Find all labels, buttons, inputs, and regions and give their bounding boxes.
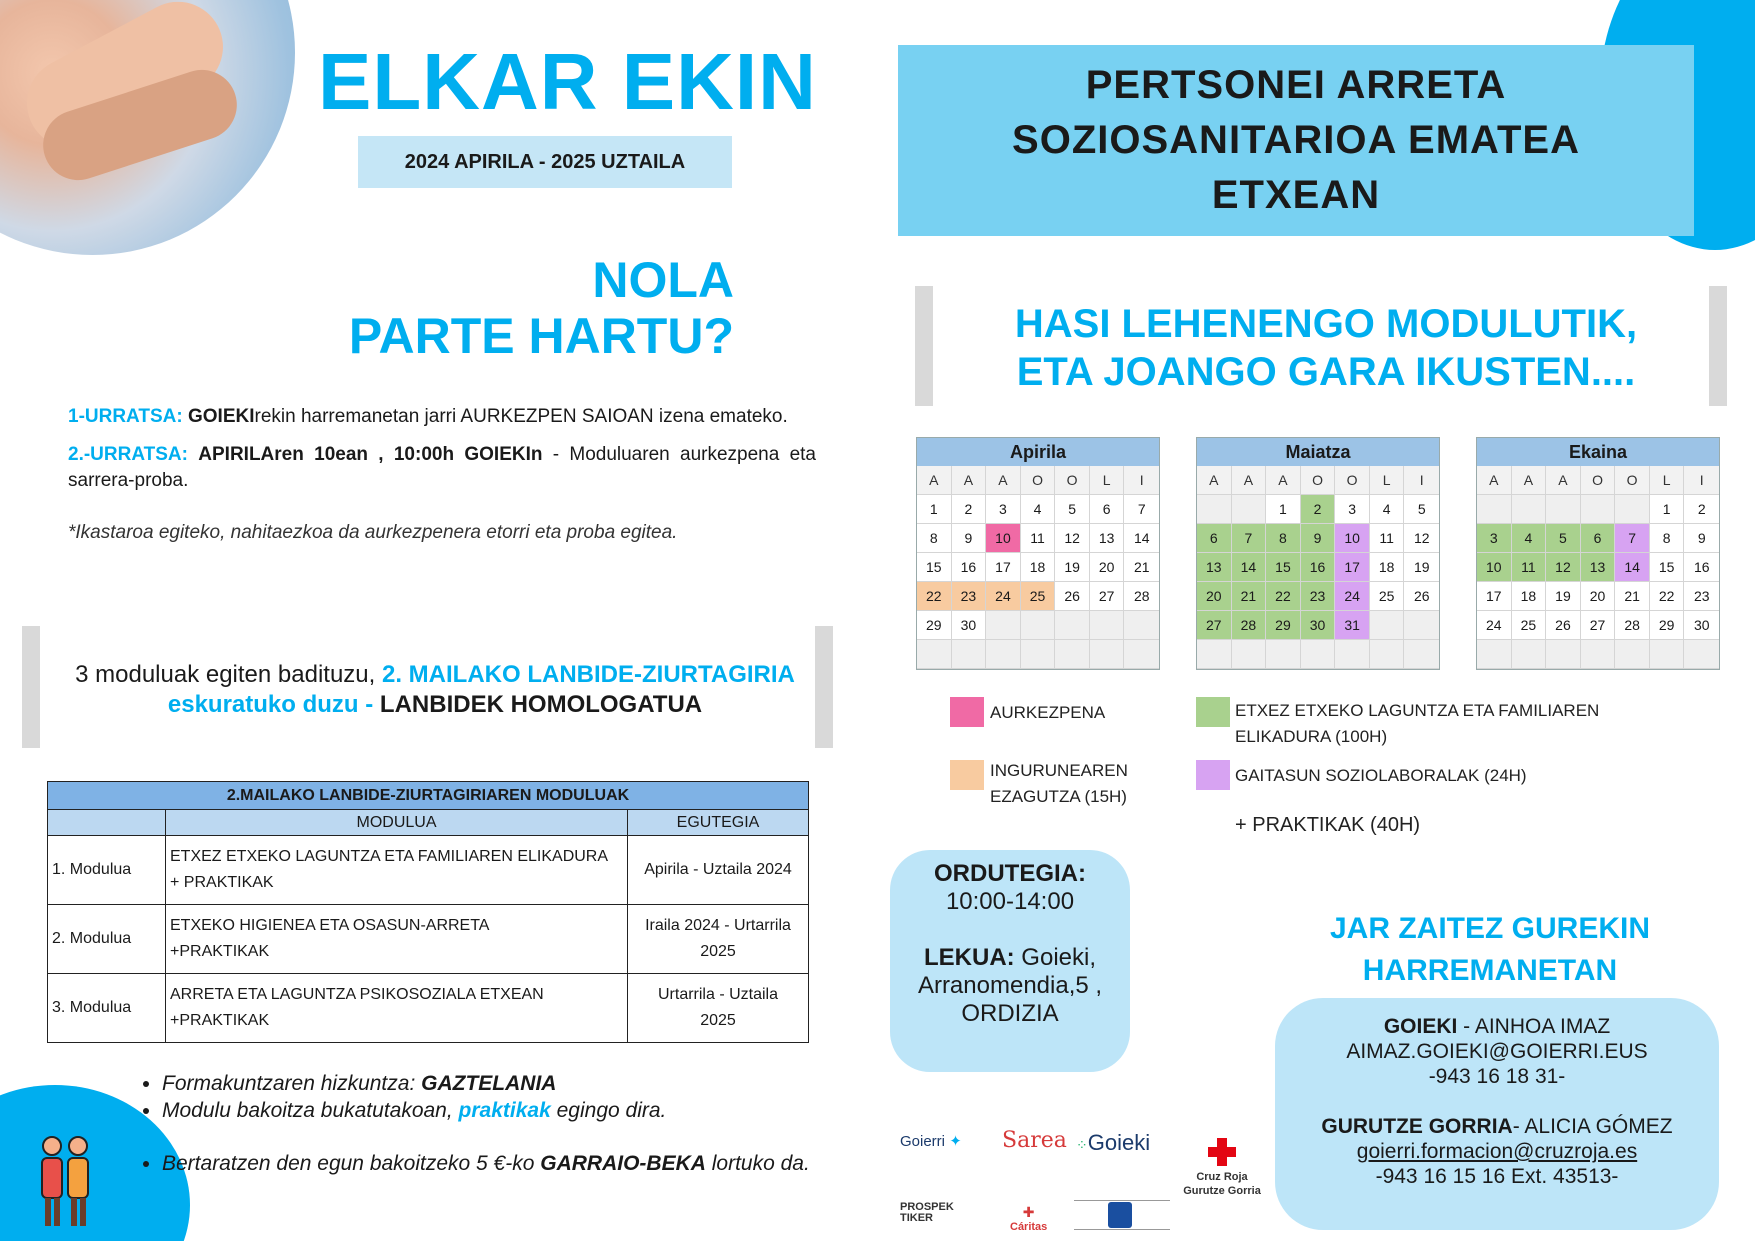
legend-swatch-environment [950, 760, 984, 790]
calendar-day: 10 [1335, 524, 1370, 553]
calendar-day: 22 [917, 582, 952, 611]
calendar-day [1232, 495, 1267, 524]
calendar-day: 5 [1546, 524, 1581, 553]
calendar-day: 23 [952, 582, 987, 611]
calendar-day: 8 [1266, 524, 1301, 553]
calendar-weekday-row [1477, 466, 1719, 495]
calendar-day: 17 [986, 553, 1021, 582]
calendar-maiatza [1196, 437, 1440, 670]
calendar-day: 3 [1477, 524, 1512, 553]
calendar-day: 5 [1404, 495, 1439, 524]
bullet-transport: • Bertaratzen den egun bakoitzeko 5 €-ko GARRAIO-BEKA lortuko da. [162, 1150, 832, 1177]
calendar-day: 27 [1581, 611, 1616, 640]
date-badge: 2024 APIRILA - 2025 UZTAILA [358, 136, 732, 188]
calendar-day: 16 [1684, 553, 1719, 582]
calendar-day: 11 [1512, 553, 1547, 582]
calendar-day: 24 [1477, 611, 1512, 640]
hands-photo [0, 0, 295, 255]
calendar-day [1335, 640, 1370, 669]
calendar-day [1370, 640, 1405, 669]
calendar-day: 18 [1370, 553, 1405, 582]
calendar-week-row [1197, 640, 1439, 669]
calendar-day: 18 [1021, 553, 1056, 582]
weekday-label: O [1581, 466, 1616, 495]
info-bullets [162, 1070, 832, 1177]
calendar-day [1124, 611, 1159, 640]
place-line1: LEKUA: Goieki, [923, 944, 1097, 971]
calendar-day: 19 [1404, 553, 1439, 582]
calendar-day: 15 [1650, 553, 1685, 582]
weekday-label: O [1615, 466, 1650, 495]
step-2: 2.-URRATSA: APIRILAren 10ean , 10:00h GOIEKIn - Moduluaren aurkezpena eta sarrera-proba. [68, 444, 816, 491]
calendar-day: 29 [1266, 611, 1301, 640]
calendar-day: 6 [1581, 524, 1616, 553]
weekday-label: O [1021, 466, 1056, 495]
steps-section [68, 404, 816, 558]
weekday-label: A [986, 466, 1021, 495]
weekday-label: A [1197, 466, 1232, 495]
calendar-day: 28 [1232, 611, 1267, 640]
weekday-label: I [1404, 466, 1439, 495]
calendar-day: 25 [1512, 611, 1547, 640]
legend-presentation: AURKEZPENA [990, 703, 1106, 722]
calendar-day: 9 [1684, 524, 1719, 553]
calendar-day: 8 [1650, 524, 1685, 553]
calendar-day: 16 [1301, 553, 1336, 582]
calendar-day [1546, 640, 1581, 669]
calendar-week-row [1477, 640, 1719, 669]
calendar-day: 26 [1546, 611, 1581, 640]
calendar-day [1684, 640, 1719, 669]
legend-socio-labour: GAITASUN SOZIOLABORALAK (24H) [1235, 766, 1527, 785]
calendar-day: 1 [1266, 495, 1301, 524]
logo-cruz-roja: Cruz Roja Gurutze Gorria [1183, 1171, 1261, 1197]
modules-table [47, 781, 809, 1043]
coat-of-arms-icon [1108, 1202, 1132, 1228]
calendar-day: 27 [1090, 582, 1125, 611]
divider-bar [1709, 286, 1727, 406]
calendar-day: 17 [1335, 553, 1370, 582]
calendar-week-row [1197, 611, 1439, 640]
calendar-day: 9 [952, 524, 987, 553]
calendar-ekaina [1476, 437, 1720, 670]
calendar-day: 5 [1055, 495, 1090, 524]
calendar-day: 1 [917, 495, 952, 524]
weekday-label: A [1512, 466, 1547, 495]
legend-internship: + PRAKTIKAK (40H) [1235, 814, 1421, 836]
bullet-internship: • Modulu bakoitza bukatutakoan, praktikak egingo dira. [162, 1097, 832, 1124]
calendar-day: 20 [1197, 582, 1232, 611]
weekday-label: A [952, 466, 987, 495]
logo-goierri: Goierri ✦ [900, 1133, 962, 1150]
calendar-day [1512, 640, 1547, 669]
calendar-day: 24 [1335, 582, 1370, 611]
logo-goieki: ⁘Goieki [1076, 1130, 1151, 1155]
col-calendar: EGUTEGIA [628, 810, 809, 836]
calendar-day [1124, 640, 1159, 669]
calendar-day [1615, 640, 1650, 669]
calendar-day [1301, 640, 1336, 669]
calendar-day: 21 [1232, 582, 1267, 611]
phone-2: -943 16 15 16 Ext. 43513- [1375, 1165, 1619, 1188]
calendar-day: 18 [1512, 582, 1547, 611]
contact-heading: JAR ZAITEZ GUREKIN HARREMANETAN [1329, 912, 1650, 987]
calendar-week-row [917, 495, 1159, 524]
calendar-day: 2 [952, 495, 987, 524]
calendar-day: 13 [1090, 524, 1125, 553]
weekday-label: I [1124, 466, 1159, 495]
calendar-day: 10 [986, 524, 1021, 553]
calendar-day: 2 [1684, 495, 1719, 524]
calendar-day: 28 [1615, 611, 1650, 640]
schedule-box [890, 850, 1130, 1072]
legend-environment: INGURUNEAREN EZAGUTZA (15H) [990, 761, 1128, 806]
calendar-day: 7 [1232, 524, 1267, 553]
calendar-day: 30 [952, 611, 987, 640]
phone-1: -943 16 18 31- [1428, 1065, 1566, 1088]
calendar-day: 8 [917, 524, 952, 553]
calendar-week-row [917, 640, 1159, 669]
calendar-day: 11 [1370, 524, 1405, 553]
calendar-apirila [916, 437, 1160, 670]
calendar-day: 26 [1055, 582, 1090, 611]
calendar-day: 4 [1512, 524, 1547, 553]
weekday-label: A [917, 466, 952, 495]
calendar-weekday-row [1197, 466, 1439, 495]
calendar-day [986, 640, 1021, 669]
weekday-label: A [1232, 466, 1267, 495]
calendar-day [917, 640, 952, 669]
weekday-label: A [1266, 466, 1301, 495]
nola-line1: NOLA [592, 252, 734, 308]
calendar-day [986, 611, 1021, 640]
calendar-month-title: Apirila [917, 438, 1159, 466]
calendar-day [1615, 495, 1650, 524]
calendar-week-row [917, 582, 1159, 611]
calendar-day [1546, 495, 1581, 524]
calendar-day: 1 [1650, 495, 1685, 524]
main-title: ELKAR EKIN [318, 37, 817, 126]
schedule-time: 10:00-14:00 [945, 888, 1075, 915]
calendar-day: 17 [1477, 582, 1512, 611]
calendar-day: 13 [1197, 553, 1232, 582]
logo-diputacion-2 [1134, 1200, 1170, 1230]
calendar-day: 14 [1615, 553, 1650, 582]
calendar-day [1404, 640, 1439, 669]
calendar-month-title: Maiatza [1197, 438, 1439, 466]
course-title: PERTSONEI ARRETA SOZIOSANITARIOA EMATEA ETXEAN [898, 45, 1694, 236]
calendar-day: 19 [1055, 553, 1090, 582]
calendar-week-row [1477, 582, 1719, 611]
calendar-day: 21 [1124, 553, 1159, 582]
calendar-week-row [1477, 553, 1719, 582]
calendar-day: 20 [1581, 582, 1616, 611]
calendar-day [1650, 640, 1685, 669]
calendar-week-row [1197, 553, 1439, 582]
calendar-day [952, 640, 987, 669]
email-1[interactable]: AIMAZ.GOIEKI@GOIERRI.EUS [1346, 1040, 1648, 1063]
divider-bar [915, 286, 933, 406]
calendar-day: 12 [1404, 524, 1439, 553]
calendar-week-row [1477, 524, 1719, 553]
calendar-day [1197, 495, 1232, 524]
calendar-day [1581, 640, 1616, 669]
logo-sarea: Sarea [1002, 1128, 1067, 1153]
calendar-day [1090, 640, 1125, 669]
schedule-label: ORDUTEGIA: [934, 860, 1086, 887]
red-cross-icon [1208, 1138, 1236, 1166]
calendar-day: 21 [1615, 582, 1650, 611]
table-row: 3. Modulua ARRETA ETA LAGUNTZA PSIKOSOZIALA ETXEAN +PRAKTIKAK Urtarrila - Uztaila 2025 [48, 974, 809, 1043]
calendar-day: 25 [1021, 582, 1056, 611]
calendar-day [1021, 640, 1056, 669]
calendar-day: 22 [1266, 582, 1301, 611]
calendar-day: 22 [1650, 582, 1685, 611]
certificate-text: 3 moduluak egiten badituzu, 2. MAILAKO LANBIDE-ZIURTAGIRIA eskuratuko duzu - LANBIDEK HOMOLOGATUA [75, 661, 795, 718]
elderly-couple-icon [36, 1132, 96, 1232]
calendar-day: 13 [1581, 553, 1616, 582]
calendar-day: 27 [1197, 611, 1232, 640]
calendar-day: 15 [1266, 553, 1301, 582]
place-line3: ORDIZIA [961, 1000, 1059, 1027]
calendar-day: 3 [986, 495, 1021, 524]
step-1: 1-URRATSA: GOIEKIrekin harremanetan jarri AURKEZPEN SAIOAN izena emateko. [68, 406, 788, 427]
calendar-day: 12 [1055, 524, 1090, 553]
place-line2: Arranomendia,5 , [917, 972, 1103, 999]
weekday-label: L [1370, 466, 1405, 495]
calendar-day [1232, 640, 1267, 669]
contact-1: GOIEKI - AINHOA IMAZ [1383, 1015, 1611, 1038]
calendar-week-row [1477, 495, 1719, 524]
calendar-week-row [1197, 582, 1439, 611]
calendar-day: 9 [1301, 524, 1336, 553]
calendar-day: 31 [1335, 611, 1370, 640]
calendar-week-row [1477, 611, 1719, 640]
logo-prospektiker: PROSPEK TIKER [900, 1201, 954, 1224]
calendar-day [1055, 640, 1090, 669]
calendar-day: 11 [1021, 524, 1056, 553]
calendar-day: 26 [1404, 582, 1439, 611]
weekday-label: A [1477, 466, 1512, 495]
calendar-day: 4 [1021, 495, 1056, 524]
calendar-day: 20 [1090, 553, 1125, 582]
email-2-link[interactable]: goierri.formacion@cruzroja.es [1356, 1140, 1638, 1163]
table-title: 2.MAILAKO LANBIDE-ZIURTAGIRIAREN MODULUAK [48, 782, 809, 810]
calendar-day: 29 [917, 611, 952, 640]
calendar-weekday-row [917, 466, 1159, 495]
weekday-label: O [1301, 466, 1336, 495]
nola-line2: PARTE HARTU? [348, 308, 734, 364]
calendar-day: 14 [1124, 524, 1159, 553]
weekday-label: L [1650, 466, 1685, 495]
calendar-day: 12 [1546, 553, 1581, 582]
calendar-month-title: Ekaina [1477, 438, 1719, 466]
calendar-day [1370, 611, 1405, 640]
calendar-day [1512, 495, 1547, 524]
calendar-day: 25 [1370, 582, 1405, 611]
calendar-week-row [917, 553, 1159, 582]
legend-swatch-presentation [950, 697, 984, 727]
legend-home-care: ETXEZ ETXEKO LAGUNTZA ETA FAMILIAREN ELIKADURA (100H) [1235, 701, 1600, 746]
calendar-day: 29 [1650, 611, 1685, 640]
calendar-day [1477, 640, 1512, 669]
calendar-day: 10 [1477, 553, 1512, 582]
contact-2: GURUTZE GORRIA- ALICIA GÓMEZ [1321, 1115, 1673, 1138]
calendar-day: 2 [1301, 495, 1336, 524]
calendar-day: 28 [1124, 582, 1159, 611]
contact-box [1275, 998, 1719, 1230]
calendar-day [1266, 640, 1301, 669]
weekday-label: L [1090, 466, 1125, 495]
step-note: *Ikastaroa egiteko, nahitaezkoa da aurkezpenera etorri eta proba egitea. [68, 522, 678, 543]
calendar-day: 30 [1301, 611, 1336, 640]
legend-swatch-home-care [1196, 697, 1230, 727]
calendar-day: 7 [1615, 524, 1650, 553]
calendar-day [1477, 495, 1512, 524]
calendar-day: 23 [1301, 582, 1336, 611]
calendar-day: 7 [1124, 495, 1159, 524]
start-heading: HASI LEHENENGO MODULUTIK, ETA JOANGO GARA IKUSTEN.... [1014, 302, 1638, 394]
calendar-day: 14 [1232, 553, 1267, 582]
calendar-day: 24 [986, 582, 1021, 611]
calendar-day [1055, 611, 1090, 640]
calendar-day: 6 [1090, 495, 1125, 524]
table-row: 1. Modulua ETXEZ ETXEKO LAGUNTZA ETA FAMILIAREN ELIKADURA + PRAKTIKAK Apirila - Uztaila 2024 [48, 836, 809, 905]
calendar-day [1581, 495, 1616, 524]
calendar-day [1021, 611, 1056, 640]
calendar-day [1090, 611, 1125, 640]
calendar-day: 16 [952, 553, 987, 582]
legend-swatch-socio-labour [1196, 760, 1230, 790]
divider-bar [22, 626, 40, 748]
divider-bar [815, 626, 833, 748]
calendar-week-row [917, 611, 1159, 640]
weekday-label: A [1546, 466, 1581, 495]
weekday-label: I [1684, 466, 1719, 495]
calendar-day: 30 [1684, 611, 1719, 640]
calendar-week-row [1197, 495, 1439, 524]
weekday-label: O [1055, 466, 1090, 495]
calendar-day [1404, 611, 1439, 640]
bullet-language: • Formakuntzaren hizkuntza: GAZTELANIA [162, 1070, 832, 1097]
calendar-day: 6 [1197, 524, 1232, 553]
weekday-label: O [1335, 466, 1370, 495]
how-to-participate-heading [340, 252, 734, 364]
calendar-day: 19 [1546, 582, 1581, 611]
calendar-day [1197, 640, 1232, 669]
calendar-day: 3 [1335, 495, 1370, 524]
logo-caritas: ✚ Cáritas [1010, 1204, 1048, 1233]
calendar-day: 23 [1684, 582, 1719, 611]
table-row: 2. Modulua ETXEKO HIGIENEA ETA OSASUN-ARRETA +PRAKTIKAK Iraila 2024 - Urtarrila 2025 [48, 905, 809, 974]
table-corner [48, 810, 166, 836]
col-module: MODULUA [166, 810, 628, 836]
calendar-week-row [1197, 524, 1439, 553]
calendar-day: 4 [1370, 495, 1405, 524]
calendar-week-row [917, 524, 1159, 553]
calendar-day: 15 [917, 553, 952, 582]
